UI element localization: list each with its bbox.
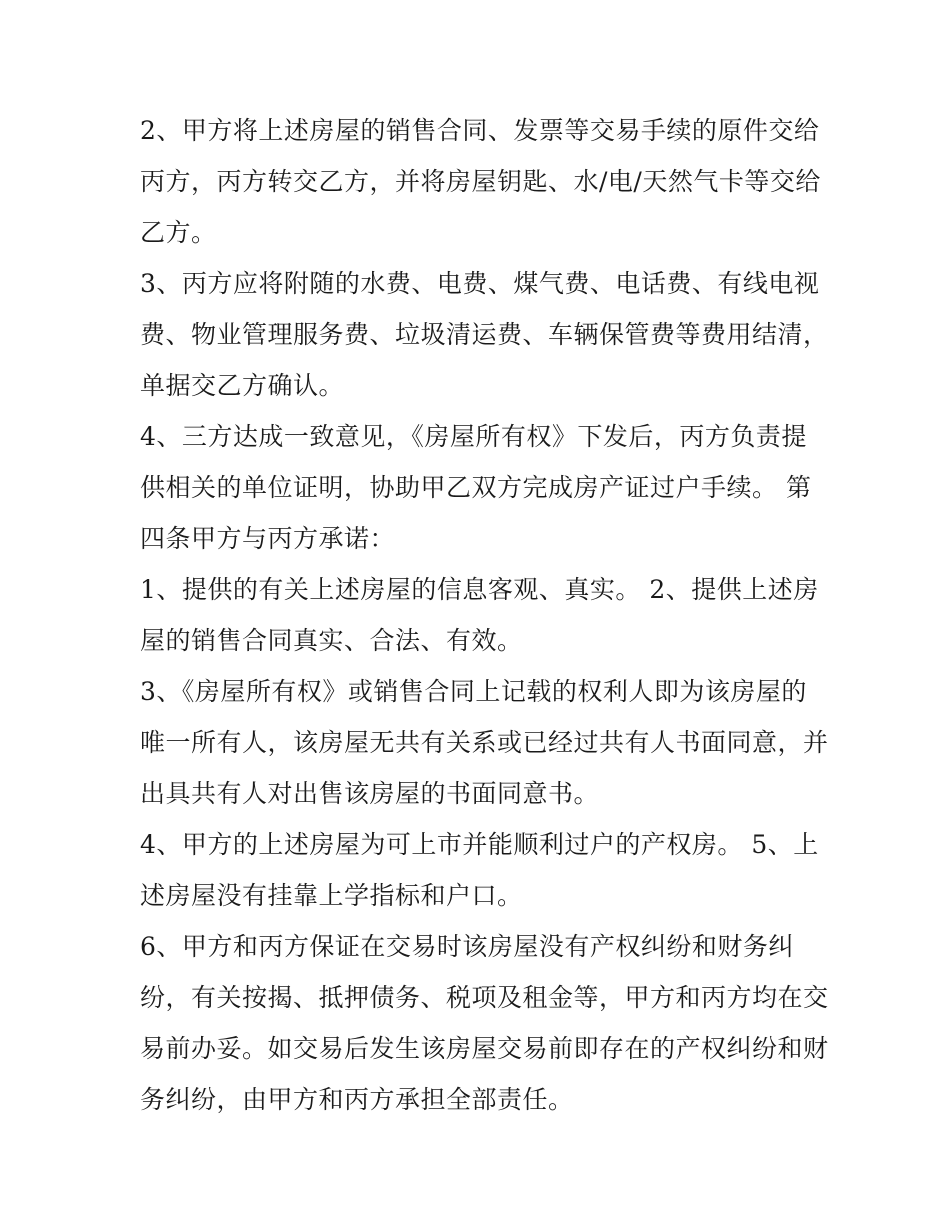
text-line: 3、《房屋所有权》或销售合同上记载的权利人即为该房屋的 [140,677,807,706]
text-line: 四条甲方与丙方承诺： [140,524,396,553]
text-line: 乙方。 [140,218,217,247]
text-line: 述房屋没有挂靠上学指标和户口。 [140,881,523,910]
text-line: 务纠纷，由甲方和丙方承担全部责任。 [140,1085,574,1114]
text-line: 易前办妥。如交易后发生该房屋交易前即存在的产权纠纷和财 [140,1034,829,1063]
text-line: 2、甲方将上述房屋的销售合同、发票等交易手续的原件交给 [140,116,820,145]
text-line: 纷，有关按揭、抵押债务、税项及租金等，甲方和丙方均在交 [140,983,829,1012]
text-line: 6、甲方和丙方保证在交易时该房屋没有产权纠纷和财务纠 [140,932,794,961]
text-line: 4、甲方的上述房屋为可上市并能顺利过户的产权房。 5、上 [140,830,819,859]
text-line: 出具共有人对出售该房屋的书面同意书。 [140,779,600,808]
text-line: 1、提供的有关上述房屋的信息客观、真实。 2、提供上述房 [140,575,819,604]
text-line: 屋的销售合同真实、合法、有效。 [140,626,523,655]
text-line: 3、丙方应将附随的水费、电费、煤气费、电话费、有线电视 [140,269,820,298]
text-line: 费、物业管理服务费、垃圾清运费、车辆保管费等费用结清， [140,320,829,349]
text-line: 4、三方达成一致意见，《房屋所有权》下发后，丙方负责提 [140,422,807,451]
text-line: 丙方，丙方转交乙方，并将房屋钥匙、水/电/天然气卡等交给 [140,167,821,196]
document-body [140,105,829,1125]
text-line: 唯一所有人，该房屋无共有关系或已经过共有人书面同意，并 [140,728,829,757]
text-line: 供相关的单位证明，协助甲乙双方完成房产证过户手续。 第 [140,473,812,502]
text-line: 单据交乙方确认。 [140,371,345,400]
